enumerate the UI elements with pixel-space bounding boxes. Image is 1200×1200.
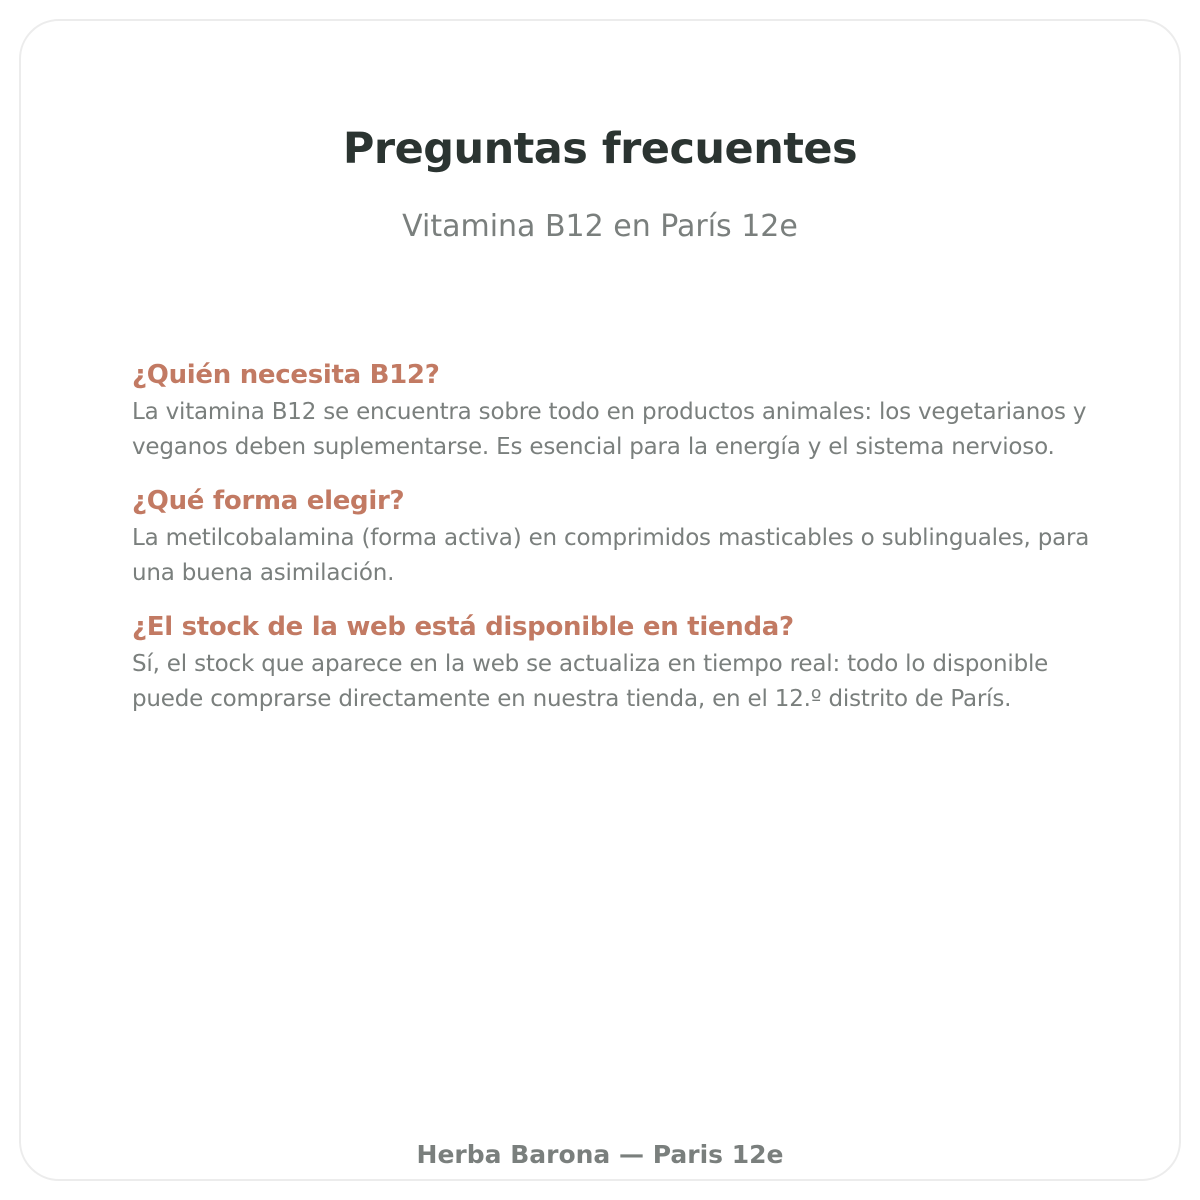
faq-list	[132, 355, 1122, 733]
page-subtitle: Vitamina B12 en París 12e	[402, 209, 798, 244]
page-title: Preguntas frecuentes	[342, 124, 858, 174]
faq-question: ¿Quién necesita B12?	[132, 360, 440, 390]
faq-answer: La metilcobalamina (forma activa) en comprimidos masticables o sublinguales, para una buena asimilación.	[132, 525, 1090, 586]
store-footer: Herba Barona — Paris 12e	[416, 1140, 784, 1169]
faq-card	[19, 19, 1181, 1181]
faq-item	[132, 481, 1122, 591]
faq-answer: Sí, el stock que aparece en la web se actualiza en tiempo real: todo lo disponible puede comprarse directamente en nuestra tienda, en el 12.º distrito de París.	[132, 651, 1049, 712]
faq-question: ¿El stock de la web está disponible en tienda?	[132, 612, 794, 642]
faq-question: ¿Qué forma elegir?	[132, 486, 405, 516]
faq-item	[132, 355, 1122, 465]
faq-item	[132, 607, 1122, 717]
faq-answer: La vitamina B12 se encuentra sobre todo en productos animales: los vegetarianos y veganos deben suplementarse. Es esencial para la energía y el sistema nervioso.	[132, 399, 1087, 460]
